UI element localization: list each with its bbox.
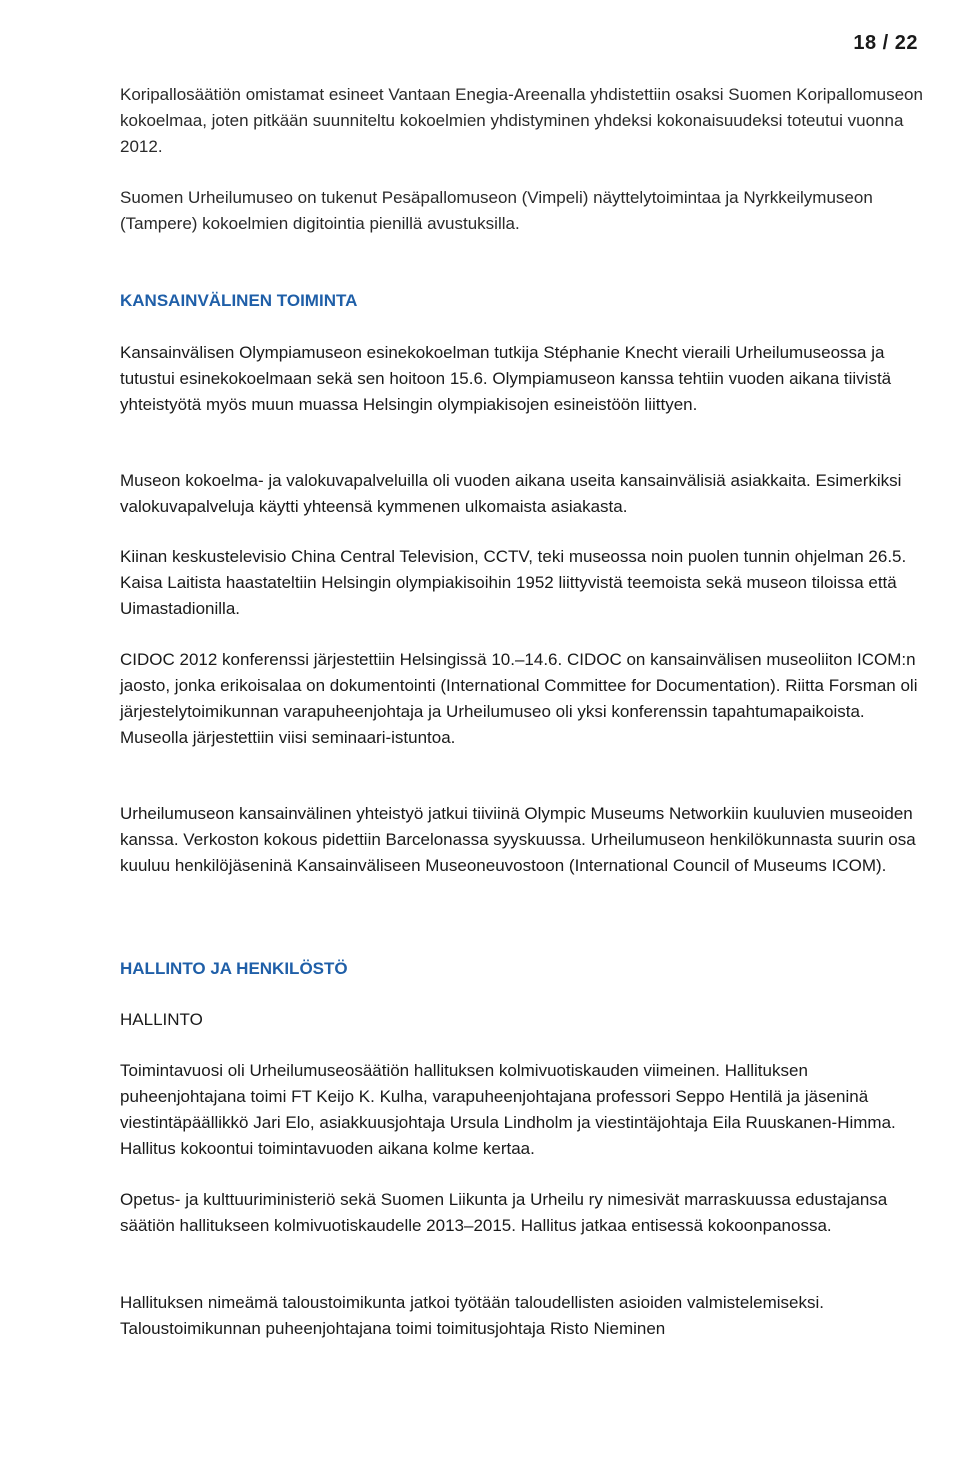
administration-paragraph-1: Toimintavuosi oli Urheilumuseosäätiön hallituksen kolmivuotiskauden viimeinen. Hallituksen puheenjohtajana toimi FT Keijo K. Kulha, varapuheenjohtajana professori Seppo Hentilä ja jäseninä viestintäpäällikkö Jari Elo, asiakkuusjohtaja Ursula Lindholm ja viestintäjohtaja Eila Ruuskanen-Himma. Hallitus kokoontui toimintavuoden aikana kolme kertaa. [120, 1061, 896, 1158]
intro-paragraph-2: Suomen Urheilumuseo on tukenut Pesäpallomuseon (Vimpeli) näyttelytoimintaa ja Nyrkkeilymuseon (Tampere) kokoelmien digitointia pienillä avustuksilla. [120, 188, 873, 233]
section-heading-international: KANSAINVÄLINEN TOIMINTA [120, 291, 358, 310]
international-paragraph-1: Kansainvälisen Olympiamuseon esinekokoelman tutkija Stéphanie Knecht vieraili Urheilumuseossa ja tutustui esinekokoelmaan sekä sen hoitoon 15.6. Olympiamuseon kanssa tehtiin vuoden aikana tiivistä yhteistyötä myös muun muassa Helsingin olympiakisojen esineistöön liittyen. [120, 343, 892, 414]
intro-paragraph-1: Koripallosäätiön omistamat esineet Vantaan Enegia-Areenalla yhdistettiin osaksi Suomen Koripallomuseon kokoelmaa, joten pitkään suunniteltu kokoelmien yhdistyminen yhdeksi kokonaisuudeksi toteutui vuonna 2012. [120, 85, 923, 156]
administration-paragraph-2: Opetus- ja kulttuuriministeriö sekä Suomen Liikunta ja Urheilu ry nimesivät marraskuussa edustajansa säätiön hallitukseen kolmivuotiskaudelle 2013–2015. Hallitus jatkaa entisessä kokoonpanossa. [120, 1190, 888, 1235]
international-paragraph-3: Kiinan keskustelevisio China Central Television, CCTV, teki museossa noin puolen tunnin ohjelman 26.5. Kaisa Laitista haastateltiin Helsingin olympiakisoihin 1952 liittyvistä teemoista sekä museon tiloissa että Uimastadionilla. [120, 547, 907, 618]
section-heading-administration: HALLINTO JA HENKILÖSTÖ [120, 959, 348, 978]
subheading-administration: HALLINTO [120, 1010, 203, 1029]
international-paragraph-5: Urheilumuseon kansainvälinen yhteistyö jatkui tiiviinä Olympic Museums Networkiin kuuluvien museoiden kanssa. Verkoston kokous pidettiin Barcelonassa syyskuussa. Urheilumuseon henkilökunnasta suurin osa kuuluu henkilöjäseninä Kansainväliseen Museoneuvostoon (International Council of Museums ICOM). [120, 804, 916, 875]
international-paragraph-2: Museon kokoelma- ja valokuvapalveluilla oli vuoden aikana useita kansainvälisiä asiakkaita. Esimerkiksi valokuvapalveluja käytti yhteensä kymmenen ulkomaista asiakasta. [120, 471, 902, 516]
administration-paragraph-3: Hallituksen nimeämä taloustoimikunta jatkoi työtään taloudellisten asioiden valmistelemiseksi. Taloustoimikunnan puheenjohtajana toimi toimitusjohtaja Risto Nieminen [120, 1293, 824, 1338]
international-paragraph-4: CIDOC 2012 konferenssi järjestettiin Helsingissä 10.–14.6. CIDOC on kansainvälisen museoliiton ICOM:n jaosto, jonka erikoisalaa on dokumentointi (International Committee for Documentation). Riitta Forsman oli järjestelytoimikunnan varapuheenjohtaja ja Urheilumuseo oli yksi konferenssin tapahtumapaikoista. Museolla järjestettiin viisi seminaari-istuntoa. [120, 650, 918, 747]
page-number: 18 / 22 [853, 32, 918, 54]
